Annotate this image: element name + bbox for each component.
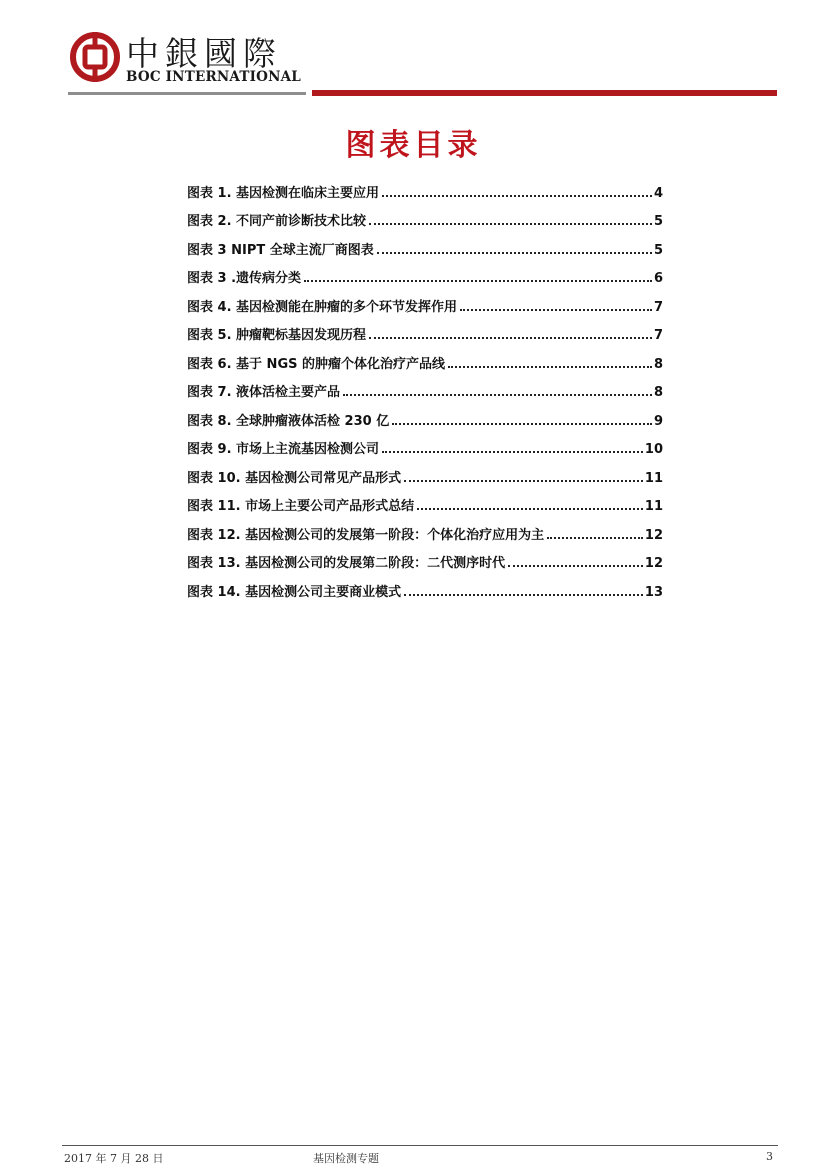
toc-item-label: 图表 4. 基因检测能在肿瘤的多个环节发挥作用 bbox=[187, 299, 458, 315]
dot-leader bbox=[304, 280, 652, 282]
toc-item[interactable] bbox=[187, 258, 663, 287]
toc-item-page: 9 bbox=[653, 413, 663, 429]
dot-leader bbox=[547, 537, 643, 539]
toc-item-page: 12 bbox=[644, 556, 663, 571]
toc-item-label: 图表 3 .遗传病分类 bbox=[187, 271, 302, 286]
toc-item-page: 6 bbox=[653, 271, 663, 286]
toc-item[interactable] bbox=[187, 514, 663, 543]
toc-item-label: 图表 8. 全球肿瘤液体活检 230 亿 bbox=[187, 413, 390, 429]
toc-item-page: 7 bbox=[653, 328, 663, 343]
toc-item-label: 图表 9. 市场上主流基因检测公司 bbox=[187, 442, 380, 457]
toc-item-page: 11 bbox=[644, 470, 663, 486]
toc-item[interactable] bbox=[187, 457, 663, 486]
toc-item-label: 图表 14. 基因检测公司主要商业模式 bbox=[187, 584, 402, 600]
footer-rule bbox=[62, 1145, 778, 1146]
toc-item[interactable] bbox=[187, 343, 663, 372]
toc-item-page: 11 bbox=[644, 499, 663, 514]
toc-item-label: 图表 6. 基于 NGS 的肿瘤个体化治疗产品线 bbox=[187, 356, 446, 372]
dot-leader bbox=[417, 508, 643, 510]
toc-item-page: 4 bbox=[653, 185, 663, 201]
footer-title: 基因检测专题 bbox=[313, 1152, 379, 1165]
toc-item[interactable] bbox=[187, 429, 663, 458]
toc-item-label: 图表 11. 市场上主要公司产品形式总结 bbox=[187, 499, 415, 514]
toc-item-page: 10 bbox=[644, 442, 663, 457]
toc-item[interactable] bbox=[187, 486, 663, 515]
toc-item-label: 图表 2. 不同产前诊断技术比较 bbox=[187, 214, 367, 229]
dot-leader bbox=[448, 366, 652, 368]
toc-item-label: 图表 12. 基因检测公司的发展第一阶段：个体化治疗应用为主 bbox=[187, 527, 545, 543]
toc-item[interactable] bbox=[187, 372, 663, 401]
toc-item[interactable] bbox=[187, 571, 663, 600]
header-rule-red bbox=[312, 90, 777, 96]
toc-item[interactable] bbox=[187, 172, 663, 201]
dot-leader bbox=[369, 337, 652, 339]
toc-title: 图表目录 bbox=[345, 128, 482, 163]
dot-leader bbox=[508, 565, 643, 567]
toc-item-page: 12 bbox=[644, 527, 663, 543]
dot-leader bbox=[369, 223, 652, 225]
dot-leader bbox=[343, 394, 652, 396]
dot-leader bbox=[392, 423, 652, 425]
dot-leader bbox=[377, 252, 652, 254]
footer-date: 2017 年 7 月 28 日 bbox=[64, 1152, 164, 1165]
toc-item[interactable] bbox=[187, 400, 663, 429]
dot-leader bbox=[404, 480, 643, 482]
toc-item-page: 8 bbox=[653, 385, 663, 400]
header-rule-gray bbox=[68, 92, 306, 95]
page-number: 3 bbox=[766, 1150, 773, 1163]
toc-item-page: 13 bbox=[644, 584, 663, 600]
boc-logo bbox=[70, 30, 310, 90]
toc-item-label: 图表 13. 基因检测公司的发展第二阶段：二代测序时代 bbox=[187, 556, 506, 571]
boc-emblem-icon bbox=[70, 32, 120, 82]
toc-item-label: 图表 5. 肿瘤靶标基因发现历程 bbox=[187, 328, 367, 343]
toc-item-label: 图表 1. 基因检测在临床主要应用 bbox=[187, 185, 380, 201]
dot-leader bbox=[460, 309, 652, 311]
toc-item-page: 5 bbox=[653, 242, 663, 258]
toc-item-page: 8 bbox=[653, 356, 663, 372]
toc-item-label: 图表 3 NIPT 全球主流厂商图表 bbox=[187, 242, 374, 258]
toc-item[interactable] bbox=[187, 201, 663, 230]
toc-item-label: 图表 10. 基因检测公司常见产品形式 bbox=[187, 470, 402, 486]
brand-name-cn: 中銀國際 bbox=[126, 34, 282, 73]
dot-leader bbox=[382, 451, 643, 453]
toc-item[interactable] bbox=[187, 543, 663, 572]
toc-item-page: 7 bbox=[653, 299, 663, 315]
toc-item-label: 图表 7. 液体活检主要产品 bbox=[187, 385, 341, 400]
toc-item[interactable] bbox=[187, 229, 663, 258]
toc-item[interactable] bbox=[187, 286, 663, 315]
table-of-figures bbox=[187, 172, 663, 600]
dot-leader bbox=[382, 195, 652, 197]
brand-name-en: BOC INTERNATIONAL bbox=[126, 69, 301, 85]
toc-item[interactable] bbox=[187, 315, 663, 344]
toc-item-page: 5 bbox=[653, 214, 663, 229]
dot-leader bbox=[404, 594, 643, 596]
